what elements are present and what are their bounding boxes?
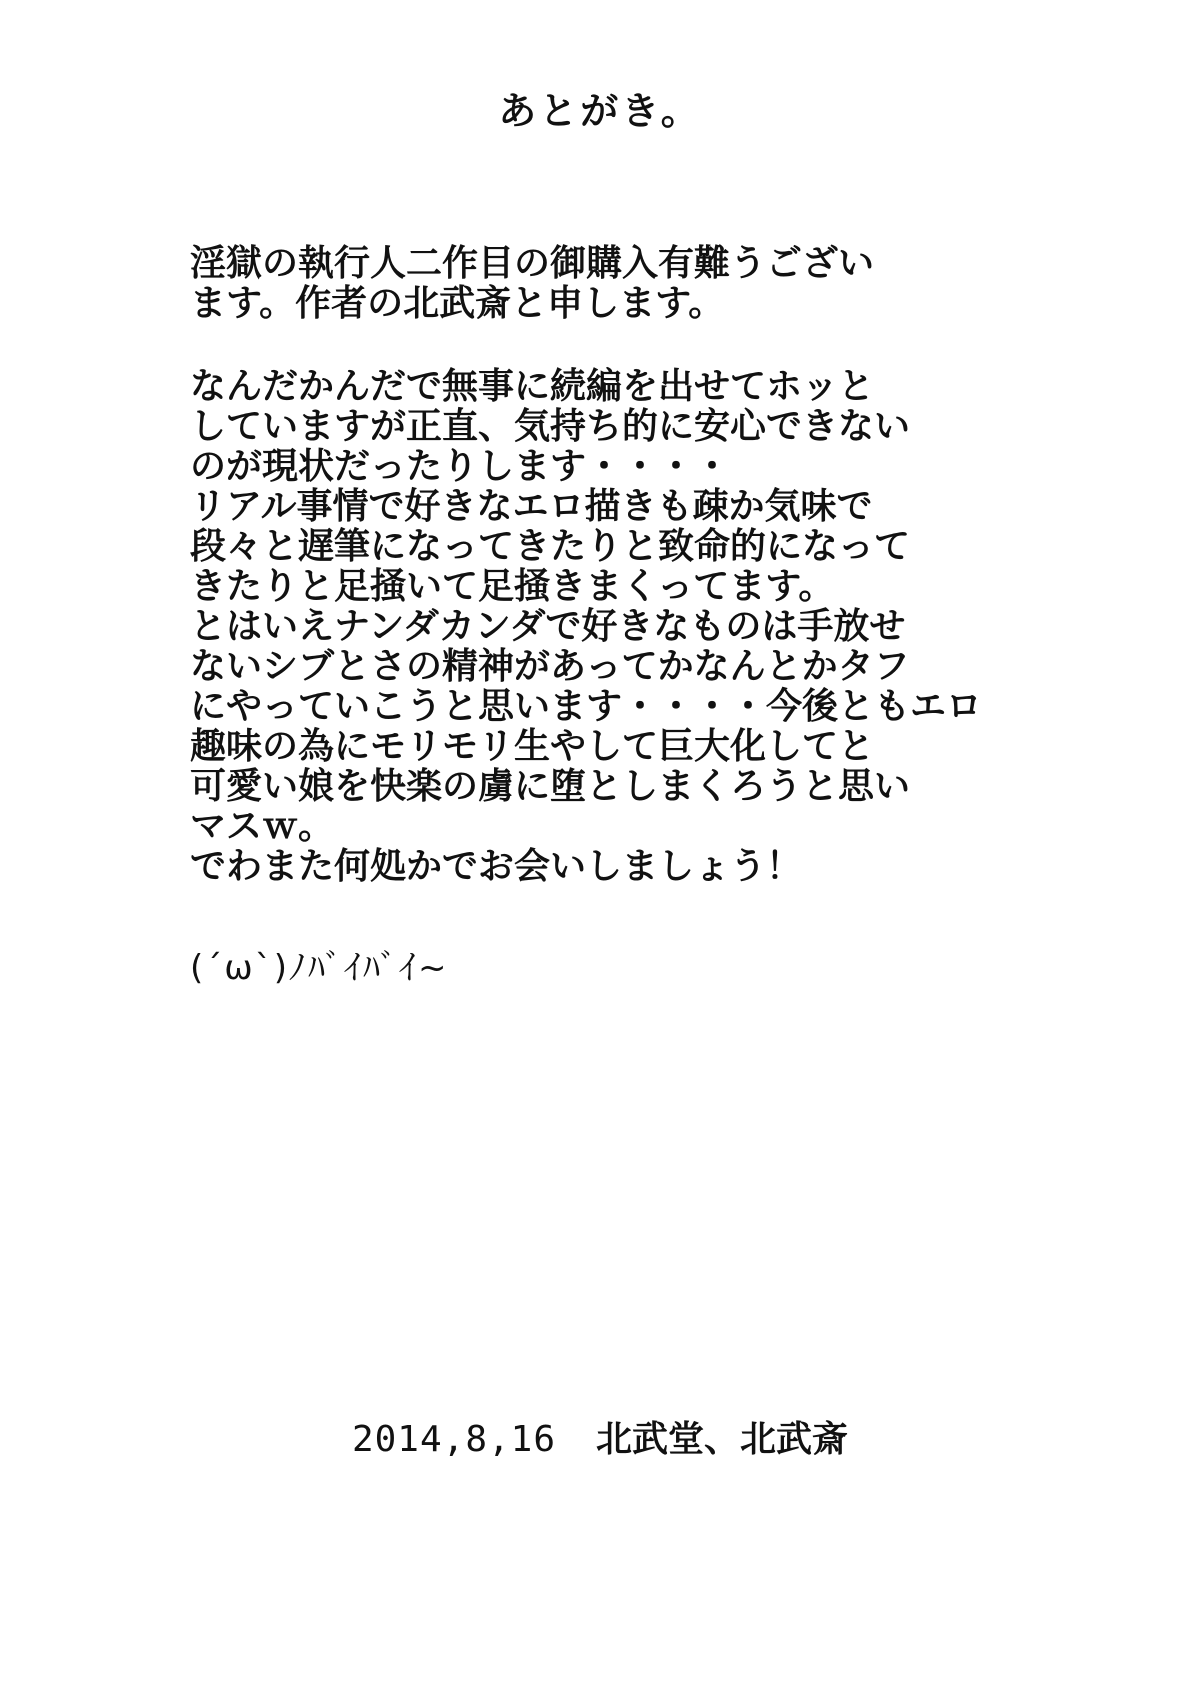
text-line: していますが正直、気持ち的に安心できない	[190, 406, 911, 447]
paragraph-body	[190, 367, 1070, 887]
text-line: きたりと足掻いて足掻きまくってます。	[190, 566, 835, 607]
text-line: マスｗ。	[190, 806, 335, 847]
text-line: 段々と遅筆になってきたりと致命的になって	[190, 526, 911, 567]
emoticon-wave: (´ω`)ﾉﾊﾞｲﾊﾞｲ~	[190, 948, 449, 988]
signature-date: 2014,8,16	[351, 1419, 557, 1460]
text-line: 趣味の為にモリモリ生やして巨大化してと	[190, 726, 875, 767]
page-title: あとがき。	[498, 89, 702, 133]
signature	[0, 1419, 1200, 1460]
text-line: ます。作者の北武斎と申します。	[190, 283, 725, 324]
text-line: 可愛い娘を快楽の虜に堕としまくろうと思い	[190, 766, 911, 807]
text-line: ないシブとさの精神があってかなんとかタフ	[190, 646, 910, 687]
text-line: でわまた何処かでお会いしましょう！	[190, 846, 803, 887]
signature-author: 北武堂、北武斎	[596, 1419, 849, 1460]
paragraph-greeting	[190, 244, 1070, 324]
text-line: のが現状だったりします・・・・	[190, 446, 731, 487]
text-line: 淫獄の執行人二作目の御購入有難うござい	[190, 243, 875, 284]
text-line: とはいえナンダカンダで好きなものは手放せ	[190, 606, 906, 647]
text-line: なんだかんだで無事に続編を出せてホッと	[190, 366, 875, 407]
text-line: リアル事情で好きなエロ描きも疎か気味で	[190, 486, 873, 527]
text-line: にやっていこうと思います・・・・今後ともエロ	[190, 686, 983, 727]
